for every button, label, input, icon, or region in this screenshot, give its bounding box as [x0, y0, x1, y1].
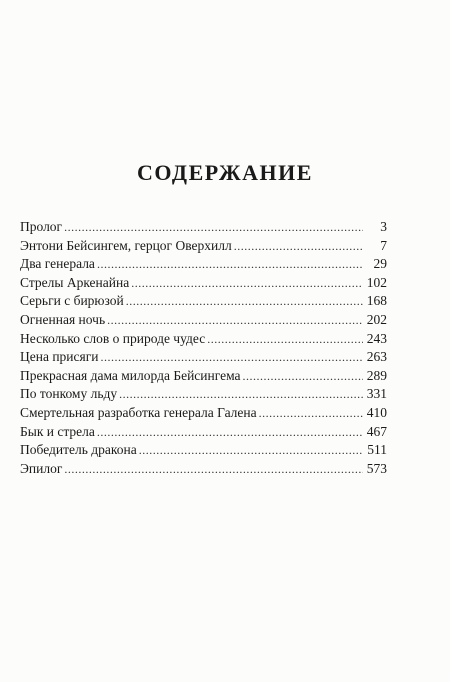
- toc-entry-title: Цена присяги: [20, 349, 99, 365]
- toc-page-number: 168: [366, 293, 387, 309]
- dot-leader: [139, 441, 363, 460]
- toc-page-number: 573: [366, 460, 387, 476]
- dot-leader: [259, 404, 363, 423]
- toc-entry-title: Пролог: [20, 219, 63, 234]
- toc-entry-title: Стрелы Аркенайна: [20, 274, 130, 290]
- dot-leader: [126, 292, 363, 311]
- toc-page-number: 102: [366, 274, 387, 290]
- table-of-contents: [20, 218, 387, 478]
- toc-page-number: 410: [366, 404, 387, 420]
- dot-leader: [243, 367, 363, 386]
- toc-entry-title: Несколько слов о природе чудес: [20, 330, 206, 346]
- toc-page-number: 202: [366, 311, 387, 327]
- toc-entry-title: Победитель дракона: [20, 442, 137, 458]
- toc-entry: [20, 404, 387, 423]
- dot-leader: [97, 255, 363, 274]
- toc-entry: [20, 441, 387, 460]
- toc-entry-title: Два генерала: [20, 256, 95, 272]
- toc-entry: [20, 330, 387, 349]
- toc-page-number: 511: [367, 442, 387, 458]
- toc-entry: [20, 255, 387, 274]
- toc-entry: [20, 311, 387, 330]
- toc-entry: [20, 367, 387, 386]
- dot-leader: [131, 274, 363, 293]
- toc-page-number: 331: [366, 386, 387, 402]
- toc-entry: [20, 218, 387, 237]
- toc-entry: [20, 423, 387, 442]
- dot-leader: [64, 460, 363, 479]
- dot-leader: [234, 237, 363, 256]
- toc-page-number: 263: [366, 349, 387, 365]
- toc-entry: [20, 274, 387, 293]
- toc-entry-title: Бык и стрела: [20, 423, 95, 439]
- toc-page-number: 289: [366, 367, 387, 383]
- toc-entry: [20, 385, 387, 404]
- toc-page-number: 243: [366, 330, 387, 346]
- toc-entry: [20, 348, 387, 367]
- toc-entry: [20, 292, 387, 311]
- dot-leader: [101, 348, 364, 367]
- toc-page-number: 3: [380, 219, 387, 234]
- toc-entry: [20, 460, 387, 479]
- page-title: СОДЕРЖАНИЕ: [137, 160, 313, 185]
- dot-leader: [107, 311, 363, 330]
- dot-leader: [97, 423, 363, 442]
- toc-page-number: 29: [373, 256, 387, 272]
- toc-page-number: 7: [380, 237, 387, 253]
- toc-entry-title: Прекрасная дама милорда Бейсингема: [20, 367, 241, 383]
- dot-leader: [64, 218, 363, 237]
- toc-entry-title: Серьги с бирюзой: [20, 293, 124, 309]
- toc-entry: [20, 237, 387, 256]
- toc-page-number: 467: [366, 423, 387, 439]
- toc-entry-title: Энтони Бейсингем, герцог Оверхилл: [20, 237, 232, 253]
- dot-leader: [119, 385, 363, 404]
- toc-entry-title: По тонкому льду: [20, 386, 118, 402]
- toc-entry-title: Огненная ночь: [20, 311, 106, 327]
- dot-leader: [207, 330, 363, 349]
- toc-entry-title: Смертельная разработка генерала Галена: [20, 404, 257, 420]
- toc-entry-title: Эпилог: [20, 460, 63, 476]
